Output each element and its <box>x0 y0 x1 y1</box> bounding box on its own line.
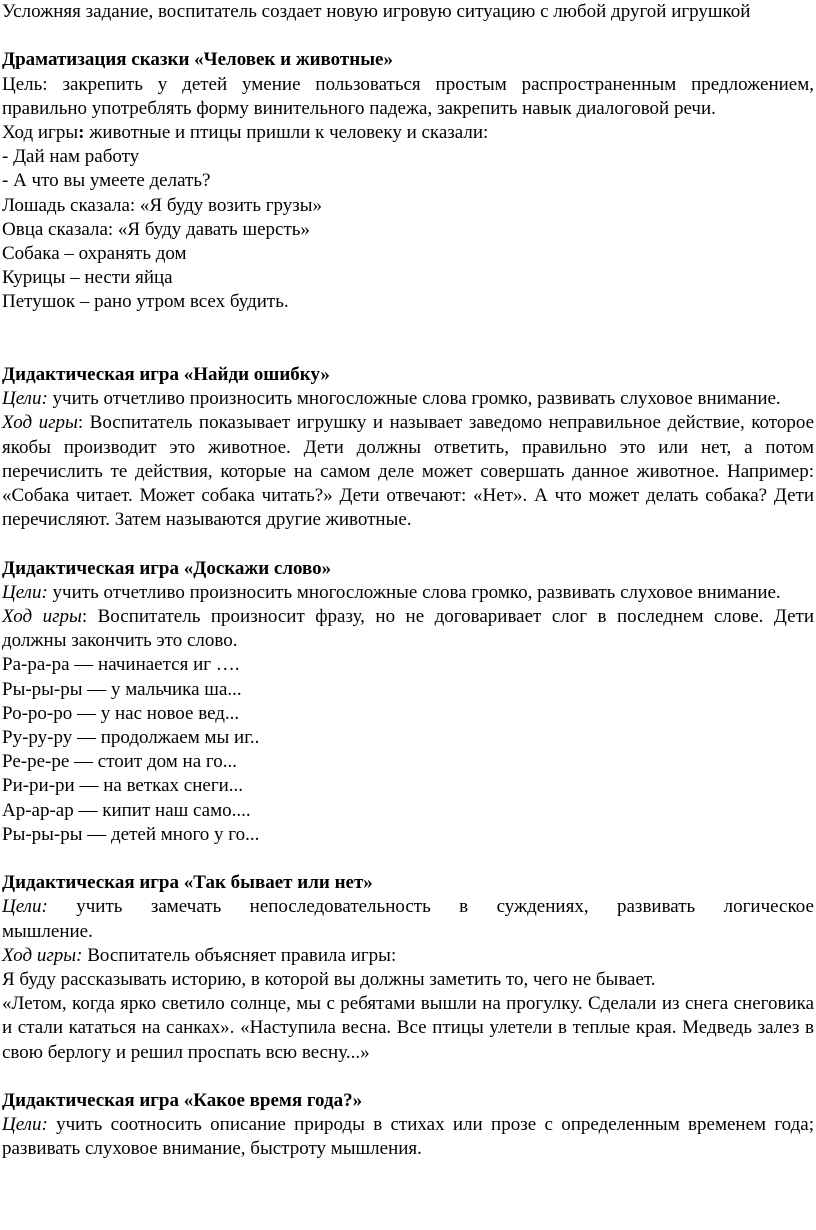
course-colon: : <box>78 122 85 143</box>
goal-word: логическое <box>723 896 814 918</box>
rhyme-line: Ро-ро-ро — у нас новое вед... <box>2 702 240 724</box>
goal-label: Цели: <box>2 896 48 918</box>
section-title-true-or-not: Дидактическая игра «Так бывает или нет» <box>2 872 373 894</box>
goal-word: развивать <box>617 896 696 918</box>
goal-label: Цели: <box>2 1114 48 1136</box>
goal-text: учить отчетливо произносить многосложные слова громко, развивать слуховое внимание. <box>47 581 781 603</box>
rhyme-line: Ре-ре-ре — стоит дом на го... <box>2 751 237 773</box>
goal-label: Цели: <box>2 388 48 410</box>
rhyme-line: Ру-ру-ру — продолжаем мы иг.. <box>2 727 260 749</box>
course-label: Ход игры <box>2 122 79 143</box>
course-text: : Воспитатель показывает игрушку и называет заведомо неправильное действие, которое якобы производит это животное. Дети должны ответить, правильно это или нет, а потом перечислить те действия, которые на самом деле может совершать данное животное. Например: «Собака читает. Может собака читать?» Дети отвечают: «Нет». А что может делать собака? Дети перечисляют. Затем называются другие животные. <box>2 412 815 531</box>
goal-text: учить соотносить описание природы в стихах или прозе с определенным временем года; развивать слуховое внимание, быстроту мышления. <box>2 1114 814 1160</box>
section-title-season: Дидактическая игра «Какое время года?» <box>2 1090 363 1112</box>
spacer <box>2 847 814 871</box>
goal-tail: мышление. <box>2 920 93 942</box>
rhyme-line: Ры-ры-ры — у мальчика ша... <box>2 678 242 700</box>
goal-paragraph: Цель: закрепить у детей умение пользоваться простым распространенным предложением, правильно употреблять форму винительного падежа, закрепить навык диалоговой речи. <box>2 73 814 119</box>
story-paragraph: «Летом, когда ярко светило солнце, мы с ребятами вышли на прогулку. Сделали из снега снеговика и стали кататься на санках». «Наступила весна. Все птицы улетели в теплые края. Медведь залез в свою берлогу и решил проспать всю весну...» <box>2 993 814 1063</box>
rhyme-line: Ар-ар-ар — кипит наш само.... <box>2 799 251 821</box>
section-title-dramatization: Драматизация сказки «Человек и животные» <box>2 49 393 71</box>
goal-label: Цели: <box>2 581 48 603</box>
course-label: Ход игры <box>2 606 82 628</box>
goal-word: суждениях, <box>496 896 589 918</box>
rule-paragraph: Я буду рассказывать историю, в которой вы должны заметить то, чего не бывает. <box>2 969 656 991</box>
dialog-line: - Дай нам работу <box>2 146 140 168</box>
rhyme-line: Ры-ры-ры — детей много у го... <box>2 823 260 845</box>
dialog-line: Овца сказала: «Я буду давать шерсть» <box>2 218 310 240</box>
course-paragraph <box>2 411 814 532</box>
course-text: животные и птицы пришли к человеку и сказали: <box>84 122 489 143</box>
dialog-line: Курицы – нести яйца <box>2 267 173 289</box>
course-text: : Воспитатель произносит фразу, но не договаривает слог в последнем слове. Дети должны закончить это слово. <box>2 606 814 652</box>
goal-word: учить <box>76 896 123 918</box>
dialog-line: Лошадь сказала: «Я буду возить грузы» <box>2 194 323 216</box>
goal-line <box>2 895 814 919</box>
goal-paragraph <box>2 387 814 411</box>
section-title-finish-word: Дидактическая игра «Доскажи слово» <box>2 557 332 579</box>
rhyme-line: Ри-ри-ри — на ветках снеги... <box>2 775 244 797</box>
dialog-line: Собака – охранять дом <box>2 243 187 265</box>
course-label: Ход игры <box>2 412 78 434</box>
spacer <box>2 315 814 363</box>
course-text: Воспитатель объясняет правила игры: <box>82 944 397 966</box>
goal-word: непоследовательность <box>249 896 431 918</box>
course-paragraph <box>2 605 814 653</box>
dialog-line: - А что вы умеете делать? <box>2 170 211 192</box>
dialog-line: Петушок – рано утром всех будить. <box>2 291 289 313</box>
goal-text: учить отчетливо произносить многосложные слова громко, развивать слуховое внимание. <box>47 388 781 410</box>
spacer <box>2 1065 814 1089</box>
goal-word: в <box>459 896 469 918</box>
goal-word: замечать <box>150 896 222 918</box>
rhyme-line: Ра-ра-ра — начинается иг …. <box>2 654 240 676</box>
course-paragraph <box>2 121 814 145</box>
goal-paragraph <box>2 581 814 605</box>
intro-paragraph: Усложняя задание, воспитатель создает новую игровую ситуацию с любой другой игрушкой <box>2 1 751 22</box>
spacer <box>2 532 814 556</box>
course-paragraph <box>2 944 814 968</box>
section-title-find-mistake: Дидактическая игра «Найди ошибку» <box>2 364 330 386</box>
spacer <box>2 24 814 48</box>
course-label: Ход игры: <box>2 944 83 966</box>
goal-paragraph <box>2 1113 814 1161</box>
